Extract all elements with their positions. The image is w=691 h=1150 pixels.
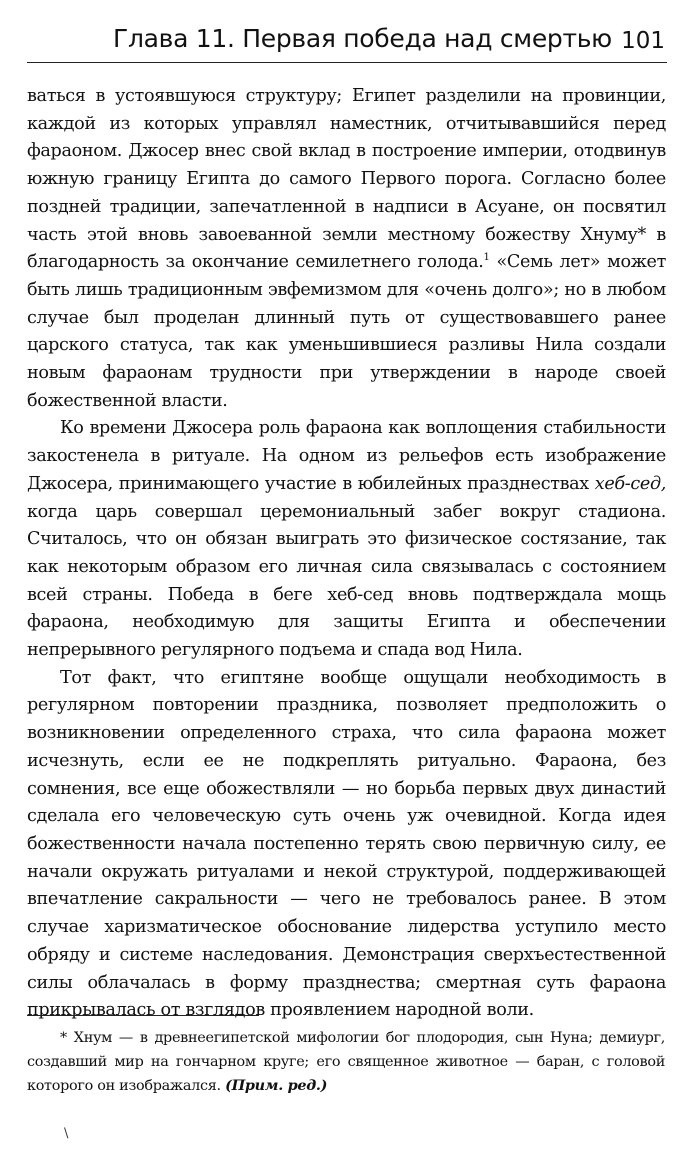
stray-mark: \ [64,1126,69,1141]
editor-note: (Прим. ред.) [225,1077,328,1094]
italic-term: хеб-сед, [594,473,666,494]
page-number: 101 [621,28,665,54]
paragraph-1 [27,83,666,415]
paragraph-2-text-a: Ко времени Джосера роль фараона как воплощения стабильности закостенела в ритуале. На одном из рельефов есть изображение Джосера, принимающего участие в юбилейных празднествах [27,418,666,494]
footnote-text: * Хнум — в древнеегипетской мифологии бог плодородия, сын Нуна; демиург, создавший мир на гончарном круге; его священное животное — баран, с головой которого он изображался. [27,1030,665,1094]
paragraph-3: Тот факт, что египтяне вообще ощущали необходимость в регулярном повторении праздника, позволяет предположить о возникновении определенного страха, что сила фараона может исчезнуть, если ее не подкреплять ритуально. Фараона, без сомнения, все еще обожествляли — но борьба первых двух династий сделала его человеческую суть очень уж очевидной. Когда идея божественности начала постепенно терять свою первичную силу, ее начали окружать ритуалами и некой структурой, поддерживающей впечатление сакральности — чего не требовалось ранее. В этом случае харизматическое обоснование лидерства уступило место обряду и системе наследования. Демонстрация сверхъестественной силы облачалась в форму празднества; смертная суть фараона прикрывалась от взглядов проявлением народной воли. [27,667,666,1021]
footnote [27,1027,665,1099]
footnote-paragraph [27,1027,665,1099]
paragraph-2 [27,415,666,664]
paragraph-1-text-a: ваться в устоявшуюся структуру; Египет разделили на провинции, каждой из которых управлял наместник, отчитывавшийся перед фараоном. Джосер внес свой вклад в построение империи, отодвинув южную границу Египта до самого Первого порога. Согласно более поздней традиции, запечатленной в надписи в Асуане, он посвятил часть этой вновь завоеванной земли местному божеству Хнуму* в благодарность за окончание семилетнего голода. [27,86,666,273]
main-text [27,83,666,1025]
paragraph-1-text-b: «Семь лет» может быть лишь традиционным эвфемизмом для «очень долго»; но в любом случае был проделан длинный путь от существовавшего ранее царского статуса, так как уменьшившиеся разливы Нила создали новым фараонам трудности при утверждении в народе своей божественной власти. [27,252,666,411]
chapter-title: Глава 11. Первая победа над смертью [113,24,612,53]
paragraph-2-text-b: когда царь совершал церемониальный забег вокруг стадиона. Считалось, что он обязан выиграть это физическое состязание, так как некоторым образом его личная сила связывалась с состоянием всей страны. Победа в беге хеб-сед вновь подтверждала мощь фараона, необходимую для защиты Египта и обеспечении непрерывного регулярного подъема и спада вод Нила. [27,501,666,661]
running-header [27,22,667,63]
footnote-divider [27,1015,259,1016]
endnote-reference: 1 [483,252,490,264]
